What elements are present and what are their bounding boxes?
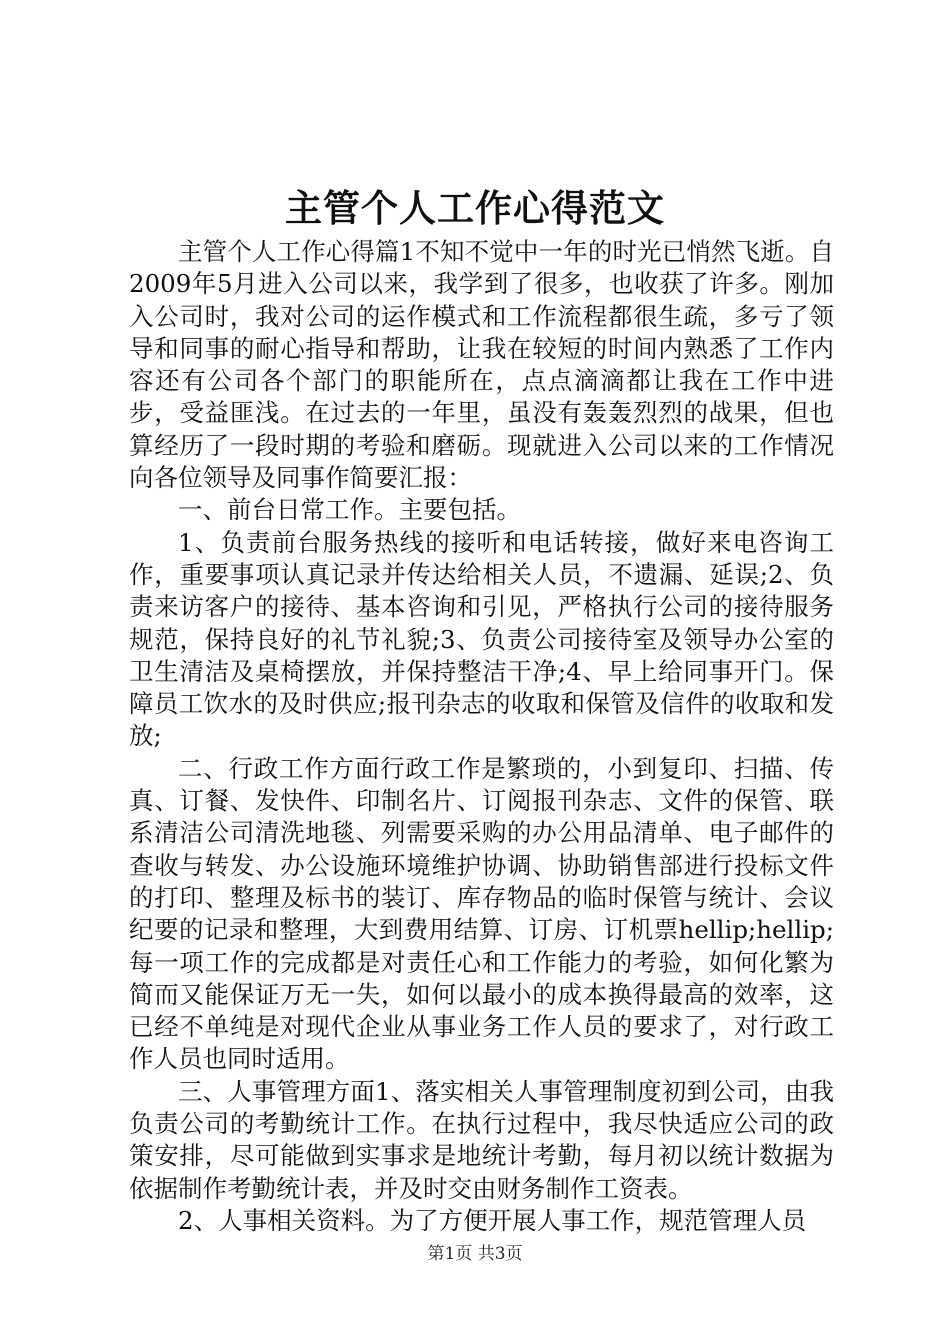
paragraph-section-2: 二、行政工作方面行政工作是繁琐的，小到复印、扫描、传真、订餐、发快件、印制名片、订阅报刊杂志、文件的保管、联系清洁公司清洗地毯、列需要采购的办公用品清单、电子邮件的查收与转发、办公设施环境维护协调、协助销售部进行投标文件的打印、整理及标书的装订、库存物品的临时保管与统计、会议纪要的记录和整理，大到费用结算、订房、订机票hellip;hellip;每一项工作的完成都是对责任心和工作能力的考验，如何化繁为简而又能保证万无一失，如何以最小的成本换得最高的效率，这已经不单纯是对现代企业从事业务工作人员的要求了，对行政工作人员也同时适用。 xyxy=(129,753,834,1074)
document-title: 主管个人工作心得范文 xyxy=(285,186,665,230)
paragraph-section-3: 三、人事管理方面1、落实相关人事管理制度初到公司，由我负责公司的考勤统计工作。在执行过程中，我尽快适应公司的政策安排，尽可能做到实事求是地统计考勤，每月初以统计数据为依据制作考勤统计表，并及时交由财务制作工资表。 xyxy=(129,1076,834,1203)
paragraph-section-1-items: 1、负责前台服务热线的接听和电话转接，做好来电咨询工作，重要事项认真记录并传达给相关人员，不遗漏、延误;2、负责来访客户的接待、基本咨询和引见，严格执行公司的接待服务规范，保持良好的礼节礼貌;3、负责公司接待室及领导办公室的卫生清洁及桌椅摆放，并保持整洁干净;4、早上给同事开门。保障员工饮水的及时供应;报刊杂志的收取和保管及信件的收取和发放; xyxy=(129,527,834,751)
paragraph-intro: 主管个人工作心得篇1不知不觉中一年的时光已悄然飞逝。自2009年5月进入公司以来，我学到了很多，也收获了许多。刚加入公司时，我对公司的运作模式和工作流程都很生疏，多亏了领导和同事的耐心指导和帮助，让我在较短的时间内熟悉了工作内容还有公司各个部门的职能所在，点点滴滴都让我在工作中进步，受益匪浅。在过去的一年里，虽没有轰轰烈烈的战果，但也算经历了一段时期的考验和磨砺。现就进入公司以来的工作情况向各位领导及同事作简要汇报： xyxy=(129,237,834,493)
paragraph-section-3-item-2: 2、人事相关资料。为了方便开展人事工作，规范管理人员 xyxy=(178,1205,807,1235)
document-body xyxy=(129,236,834,1237)
page-footer: 第1页 共3页 xyxy=(427,1244,523,1264)
paragraph-section-1-heading: 一、前台日常工作。主要包括。 xyxy=(178,495,521,525)
